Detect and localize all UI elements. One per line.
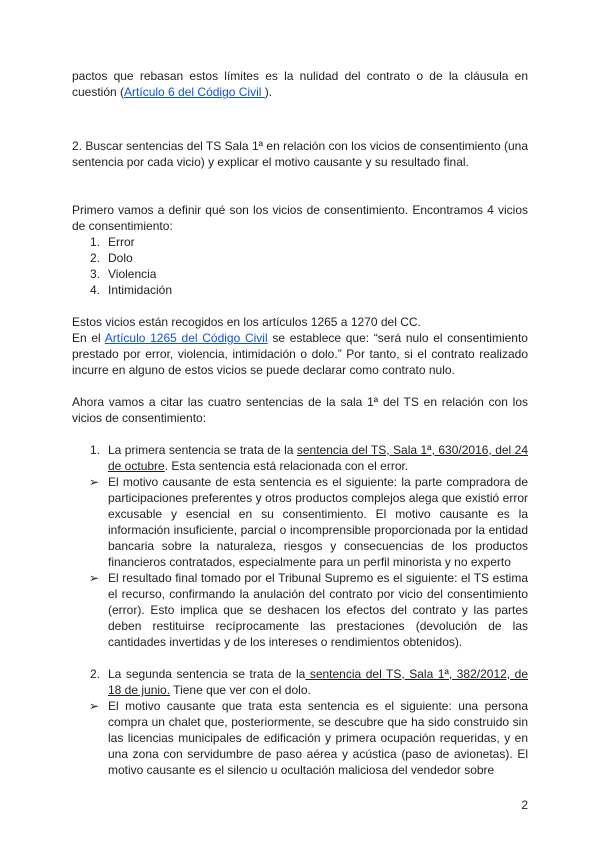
sentencia-2-motivo: ➢ El motivo causante que trata esta sentencia es el siguiente: una persona compra un chalet que, posteriormente, se descubre que ha sido construido sin las licencias municipales de edificación y primera ocupación requeridas, y en una zona con servidumbre de paso aérea y acústica (paso de avionetas). El motivo causante es el silencio u ocultación maliciosa del vendedor sobre bbox=[89, 699, 528, 777]
list-item: 3. Violencia bbox=[90, 267, 157, 281]
article-6-link[interactable]: Artículo 6 del Código Civil bbox=[124, 85, 265, 99]
vicios-list bbox=[72, 234, 528, 298]
list-item: 4. Intimidación bbox=[90, 283, 173, 297]
sentencias-intro: Ahora vamos a citar las cuatro sentencias de la sala 1ª del TS en relación con los vicios de consentimiento: bbox=[72, 395, 528, 425]
list-item: 2. Dolo bbox=[90, 251, 133, 265]
sentencia-2: 2. La segunda sentencia se trata de la sentencia del TS, Sala 1ª, 382/2012, de 18 de junio. Tiene que ver con el dolo. bbox=[90, 667, 529, 697]
list-item: 1. Error bbox=[90, 235, 135, 249]
arrow-bullet-icon: ➢ bbox=[89, 475, 100, 489]
sentencia-1-reference: sentencia del TS, Sala 1ª, 630/2016, del 24 de octubre bbox=[108, 443, 528, 473]
sentencia-2-reference: sentencia del TS, Sala 1ª, 382/2012, de 18 de junio. bbox=[108, 667, 529, 697]
question-heading: 2. Buscar sentencias del TS Sala 1ª en relación con los vicios de consentimiento (una sentencia por cada vicio) y explicar el motivo causante y su resultado final. bbox=[72, 139, 528, 169]
articles-line: Estos vicios están recogidos en los artículos 1265 a 1270 del CC. bbox=[72, 315, 421, 329]
sentencia-1-motivo: ➢ El motivo causante de esta sentencia es el siguiente: la parte compradora de participaciones preferentes y otros productos complejos alega que existió error excusable y esencial en su consentimiento. El motivo causante es la información insuficiente, parcial o incomprensible proporcionada por la entidad bancaria sobre la naturaleza, riesgos y consecuencias de los productos financieros contratados, especialmente para un perfil minorista y no experto bbox=[89, 475, 528, 569]
intro-paragraph bbox=[72, 68, 528, 100]
intro-text: pactos que rebasan estos límites es la nulidad del contrato o de la cláusula en cuestión ( bbox=[72, 69, 528, 99]
article-1265-link[interactable]: Artículo 1265 del Código Civil bbox=[104, 331, 268, 345]
sentencia-1-resultado: ➢ El resultado final tomado por el Tribunal Supremo es el siguiente: el TS estima el recurso, confirmando la anulación del contrato por vicio del consentimiento (error). Esto implica que se deshacen los efectos del contrato y las partes deben restituirse recíprocamente las prestaciones (devolución de las cantidades invertidas y de los intereses o rendimientos obtenidos). bbox=[89, 571, 528, 649]
page-content bbox=[72, 68, 528, 778]
arrow-bullet-icon: ➢ bbox=[89, 699, 100, 713]
arrow-bullet-icon: ➢ bbox=[89, 571, 100, 585]
definition-intro: Primero vamos a definir qué son los vicios de consentimiento. Encontramos 4 vicios de consentimiento: bbox=[72, 203, 528, 233]
page-number: 2 bbox=[521, 798, 528, 812]
intro-text-end: ). bbox=[264, 85, 273, 99]
sentencia-1: 1. La primera sentencia se trata de la sentencia del TS, Sala 1ª, 630/2016, del 24 de octubre. Esta sentencia está relacionada con el error. bbox=[90, 443, 528, 473]
article-1265-paragraph: En el Artículo 1265 del Código Civil se establece que: “será nulo el consentimiento prestado por error, violencia, intimidación o dolo.” Por tanto, si el contrato realizado incurre en alguno de estos vicios se puede declarar como contrato nulo. bbox=[72, 331, 528, 377]
